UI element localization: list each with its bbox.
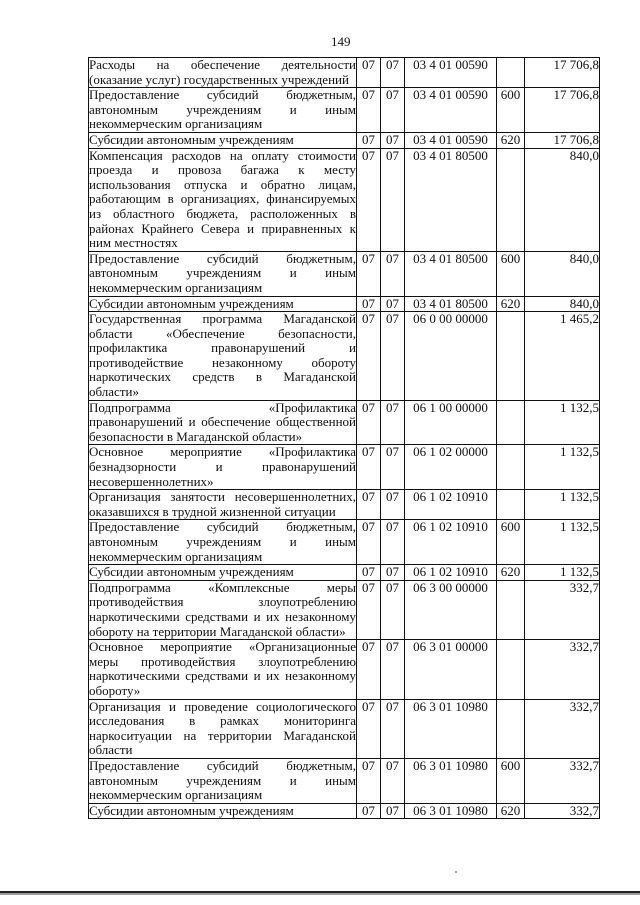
amount: 840,0 xyxy=(525,251,600,296)
expense-type-code: 620 xyxy=(497,565,525,581)
row-description xyxy=(89,58,357,88)
subsection-code: 07 xyxy=(381,803,405,819)
amount: 332,7 xyxy=(525,640,600,699)
description-line: Предоставление субсидий бюджетным, xyxy=(89,519,356,535)
subsection-code: 07 xyxy=(381,640,405,699)
target-article-code: 03 4 01 00590 xyxy=(405,88,497,133)
row-description xyxy=(89,565,357,581)
budget-row xyxy=(89,699,600,758)
section-code: 07 xyxy=(357,400,381,445)
budget-row xyxy=(89,580,600,639)
row-description xyxy=(89,490,357,520)
description-line: меры противодействия злоупотреблению xyxy=(89,653,356,669)
amount: 1 465,2 xyxy=(525,312,600,401)
target-article-code: 03 4 01 80500 xyxy=(405,296,497,312)
subsection-code: 07 xyxy=(381,490,405,520)
expense-type-code xyxy=(497,400,525,445)
description-line: оказавшихся в трудной жизненной ситуации xyxy=(89,503,336,519)
expense-type-code: 620 xyxy=(497,132,525,148)
subsection-code: 07 xyxy=(381,580,405,639)
row-description xyxy=(89,148,357,251)
row-description xyxy=(89,803,357,819)
budget-row xyxy=(89,520,600,565)
target-article-code: 06 1 02 00000 xyxy=(405,445,497,490)
description-line: Субсидии автономным учреждениям xyxy=(89,132,294,147)
description-line: некоммерческим организациям xyxy=(89,279,263,295)
description-line: наркоситуации на территории Магаданской xyxy=(89,727,356,743)
description-line: автономным учреждениям и иным xyxy=(89,534,356,549)
description-line: Предоставление субсидий бюджетным, xyxy=(89,251,356,266)
budget-row xyxy=(89,803,600,819)
subsection-code: 07 xyxy=(381,445,405,490)
amount: 17 706,8 xyxy=(525,88,600,133)
description-line: обороту на территории Магаданской области» xyxy=(89,623,346,639)
target-article-code: 06 3 01 00000 xyxy=(405,640,497,699)
amount: 1 132,5 xyxy=(525,490,600,520)
expense-type-code xyxy=(497,699,525,758)
description-line: правонарушений и обеспечение общественной xyxy=(89,414,356,430)
description-line: автономным учреждениям и иным xyxy=(89,772,356,788)
description-line: Подпрограмма «Комплексные меры xyxy=(89,580,356,595)
target-article-code: 06 3 01 10980 xyxy=(405,758,497,803)
budget-row xyxy=(89,132,600,148)
section-code: 07 xyxy=(357,148,381,251)
subsection-code: 07 xyxy=(381,296,405,312)
section-code: 07 xyxy=(357,88,381,133)
subsection-code: 07 xyxy=(381,565,405,581)
description-line: Основное мероприятие «Организационные xyxy=(89,639,356,655)
budget-row xyxy=(89,640,600,699)
section-code: 07 xyxy=(357,132,381,148)
target-article-code: 06 3 01 10980 xyxy=(405,803,497,819)
description-line: работающим в организациях, финансируемых xyxy=(89,191,356,207)
description-line: Организация занятости несовершеннолетних, xyxy=(89,489,356,505)
row-description xyxy=(89,312,357,401)
description-line: некоммерческим организациям xyxy=(89,548,263,564)
description-line: обороту» xyxy=(89,682,141,698)
section-code: 07 xyxy=(357,520,381,565)
section-code: 07 xyxy=(357,699,381,758)
section-code: 07 xyxy=(357,58,381,88)
description-line: профилактика правонарушений и xyxy=(89,340,356,356)
description-line: проезда и провоза багажа к месту xyxy=(89,162,356,178)
description-line: Предоставление субсидий бюджетным, xyxy=(89,758,356,773)
expense-type-code xyxy=(497,640,525,699)
description-line: области «Обеспечение безопасности, xyxy=(89,325,356,341)
description-line: автономным учреждениям и иным xyxy=(89,265,356,281)
expense-type-code xyxy=(497,445,525,490)
amount: 1 132,5 xyxy=(525,445,600,490)
amount: 332,7 xyxy=(525,580,600,639)
expense-type-code: 600 xyxy=(497,88,525,133)
budget-row xyxy=(89,400,600,445)
description-line: Компенсация расходов на оплату стоимости xyxy=(89,148,356,163)
amount: 332,7 xyxy=(525,803,600,819)
expense-type-code xyxy=(497,490,525,520)
row-description xyxy=(89,520,357,565)
budget-row xyxy=(89,58,600,88)
target-article-code: 06 3 01 10980 xyxy=(405,699,497,758)
scan-speck xyxy=(455,871,457,873)
row-description xyxy=(89,699,357,758)
budget-row xyxy=(89,296,600,312)
subsection-code: 07 xyxy=(381,758,405,803)
subsection-code: 07 xyxy=(381,58,405,88)
description-line: области» xyxy=(89,384,139,400)
section-code: 07 xyxy=(357,312,381,401)
subsection-code: 07 xyxy=(381,400,405,445)
row-description xyxy=(89,132,357,148)
row-description xyxy=(89,580,357,639)
description-line: области xyxy=(89,742,133,758)
budget-table xyxy=(88,57,600,819)
scan-edge-shadow xyxy=(0,893,640,895)
expense-type-code xyxy=(497,148,525,251)
budget-row xyxy=(89,758,600,803)
description-line: Организация и проведение социологического xyxy=(89,699,356,714)
budget-row xyxy=(89,565,600,581)
description-line: использования отпуска и обратно лицам, xyxy=(89,176,356,192)
section-code: 07 xyxy=(357,565,381,581)
description-line: Предоставление субсидий бюджетным, xyxy=(89,87,356,103)
subsection-code: 07 xyxy=(381,132,405,148)
description-line: наркотическими средствами и их незаконному xyxy=(89,608,356,624)
row-description xyxy=(89,640,357,699)
description-line: Государственная программа Магаданской xyxy=(89,311,356,327)
description-line: некоммерческим организациям xyxy=(89,787,263,803)
description-line: наркотическими средствами и их незаконному xyxy=(89,668,356,684)
section-code: 07 xyxy=(357,803,381,819)
row-description xyxy=(89,400,357,445)
budget-row xyxy=(89,148,600,251)
expense-type-code: 600 xyxy=(497,758,525,803)
target-article-code: 06 0 00 00000 xyxy=(405,312,497,401)
expense-type-code: 600 xyxy=(497,520,525,565)
section-code: 07 xyxy=(357,580,381,639)
description-line: Субсидии автономным учреждениям xyxy=(89,564,294,580)
section-code: 07 xyxy=(357,251,381,296)
row-description xyxy=(89,88,357,133)
subsection-code: 07 xyxy=(381,699,405,758)
description-line: Расходы на обеспечение деятельности xyxy=(89,57,356,72)
section-code: 07 xyxy=(357,490,381,520)
description-line: безнадзорности и правонарушений xyxy=(89,459,356,475)
subsection-code: 07 xyxy=(381,520,405,565)
amount: 332,7 xyxy=(525,758,600,803)
description-line: Субсидии автономным учреждениям xyxy=(89,296,294,311)
description-line: районах Крайнего Севера и приравненных к xyxy=(89,220,356,236)
expense-type-code xyxy=(497,58,525,88)
target-article-code: 03 4 01 80500 xyxy=(405,251,497,296)
description-line: противодействия злоупотреблению xyxy=(89,594,356,610)
target-article-code: 03 4 01 00590 xyxy=(405,58,497,88)
target-article-code: 06 1 02 10910 xyxy=(405,565,497,581)
subsection-code: 07 xyxy=(381,148,405,251)
amount: 1 132,5 xyxy=(525,565,600,581)
description-line: некоммерческим организациям xyxy=(89,116,263,132)
section-code: 07 xyxy=(357,296,381,312)
row-description xyxy=(89,296,357,312)
section-code: 07 xyxy=(357,758,381,803)
description-line: (оказание услуг) государственных учреждений xyxy=(89,71,349,87)
budget-row xyxy=(89,312,600,401)
description-line: исследования в рамках мониторинга xyxy=(89,713,356,729)
description-line: Подпрограмма «Профилактика xyxy=(89,400,356,415)
page-number: 149 xyxy=(331,34,351,49)
section-code: 07 xyxy=(357,640,381,699)
description-line: Основное мероприятие «Профилактика xyxy=(89,444,356,460)
section-code: 07 xyxy=(357,445,381,490)
subsection-code: 07 xyxy=(381,88,405,133)
amount: 840,0 xyxy=(525,148,600,251)
target-article-code: 03 4 01 80500 xyxy=(405,148,497,251)
budget-table-body xyxy=(89,58,600,819)
description-line: ним местностях xyxy=(89,235,178,251)
amount: 1 132,5 xyxy=(525,520,600,565)
row-description xyxy=(89,758,357,803)
row-description xyxy=(89,445,357,490)
expense-type-code: 600 xyxy=(497,251,525,296)
budget-row xyxy=(89,490,600,520)
row-description xyxy=(89,251,357,296)
description-line: из областного бюджета, расположенных в xyxy=(89,205,356,221)
expense-type-code xyxy=(497,312,525,401)
amount: 840,0 xyxy=(525,296,600,312)
target-article-code: 03 4 01 00590 xyxy=(405,132,497,148)
description-line: несовершеннолетних» xyxy=(89,473,214,489)
expense-type-code: 620 xyxy=(497,803,525,819)
amount: 17 706,8 xyxy=(525,58,600,88)
expense-type-code xyxy=(497,580,525,639)
expense-type-code: 620 xyxy=(497,296,525,312)
subsection-code: 07 xyxy=(381,312,405,401)
target-article-code: 06 1 00 00000 xyxy=(405,400,497,445)
description-line: Субсидии автономным учреждениям xyxy=(89,803,294,818)
amount: 1 132,5 xyxy=(525,400,600,445)
target-article-code: 06 3 00 00000 xyxy=(405,580,497,639)
budget-row xyxy=(89,445,600,490)
amount: 332,7 xyxy=(525,699,600,758)
budget-row xyxy=(89,88,600,133)
target-article-code: 06 1 02 10910 xyxy=(405,520,497,565)
budget-row xyxy=(89,251,600,296)
description-line: наркотических средств в Магаданской xyxy=(89,369,356,385)
amount: 17 706,8 xyxy=(525,132,600,148)
subsection-code: 07 xyxy=(381,251,405,296)
description-line: автономным учреждениям и иным xyxy=(89,101,356,117)
target-article-code: 06 1 02 10910 xyxy=(405,490,497,520)
description-line: безопасности в Магаданской области» xyxy=(89,428,303,444)
description-line: противодействие незаконному обороту xyxy=(89,354,356,370)
